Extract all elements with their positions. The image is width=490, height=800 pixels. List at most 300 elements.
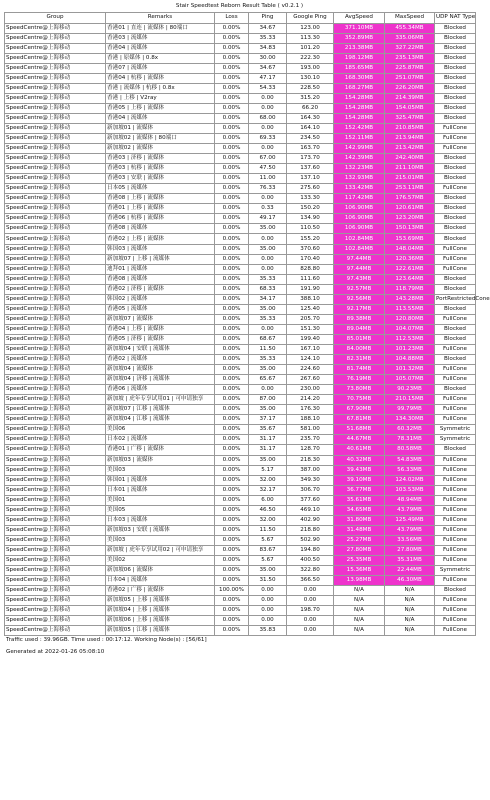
table-row <box>5 144 476 154</box>
group-cell: SpeedCentre@上海移动 <box>5 184 106 194</box>
google-ping-cell: 137.10 <box>287 174 334 184</box>
group-cell: SpeedCentre@上海移动 <box>5 314 106 324</box>
max-speed-cell: 148.04MB <box>385 244 435 254</box>
google-ping-cell: 133.30 <box>287 194 334 204</box>
avg-speed-cell: 40.61MB <box>334 445 385 455</box>
ping-cell: 31.50 <box>249 576 287 586</box>
udp-nat-type-cell: FullCone <box>435 375 476 385</box>
loss-cell: 0.00% <box>215 234 249 244</box>
ping-cell: 31.17 <box>249 445 287 455</box>
group-cell: SpeedCentre@上海移动 <box>5 174 106 184</box>
ping-cell: 35.00 <box>249 244 287 254</box>
remarks-cell: 韩国02 | 流媒体 <box>106 294 215 304</box>
max-speed-cell: 327.22MB <box>385 43 435 53</box>
google-ping-cell: 173.70 <box>287 154 334 164</box>
ping-cell: 35.33 <box>249 33 287 43</box>
google-ping-cell: 101.20 <box>287 43 334 53</box>
table-row <box>5 405 476 415</box>
group-cell: SpeedCentre@上海移动 <box>5 144 106 154</box>
loss-cell: 0.00% <box>215 204 249 214</box>
loss-cell: 0.00% <box>215 83 249 93</box>
loss-cell: 0.00% <box>215 334 249 344</box>
table-title: Stair Speedtest Reborn Result Table ( v0.2.1 ) <box>175 3 304 9</box>
max-speed-cell: 213.42MB <box>385 144 435 154</box>
table-row <box>5 274 476 284</box>
loss-cell: 0.00% <box>215 495 249 505</box>
avg-speed-cell: 44.67MB <box>334 435 385 445</box>
remarks-cell: 新加坡04 | 上移 | 流媒体 <box>106 606 215 616</box>
google-ping-cell: 234.50 <box>287 134 334 144</box>
group-cell: SpeedCentre@上海移动 <box>5 606 106 616</box>
google-ping-cell: 137.60 <box>287 164 334 174</box>
udp-nat-type-cell: FullCone <box>435 576 476 586</box>
ping-cell: 5.67 <box>249 555 287 565</box>
max-speed-cell: 143.28MB <box>385 294 435 304</box>
google-ping-cell: 150.20 <box>287 204 334 214</box>
udp-nat-type-cell: Blocked <box>435 214 476 224</box>
loss-cell: 0.00% <box>215 355 249 365</box>
max-speed-cell: 214.39MB <box>385 93 435 103</box>
max-speed-cell: 22.44MB <box>385 566 435 576</box>
table-row <box>5 314 476 324</box>
avg-speed-cell: 36.77MB <box>334 485 385 495</box>
max-speed-cell: 46.30MB <box>385 576 435 586</box>
max-speed-cell: 43.79MB <box>385 505 435 515</box>
max-speed-cell: 242.40MB <box>385 154 435 164</box>
udp-nat-type-cell: Blocked <box>435 385 476 395</box>
table-row <box>5 254 476 264</box>
google-ping-cell: 469.10 <box>287 505 334 515</box>
remarks-cell: 新加坡06 | 流媒体 <box>106 566 215 576</box>
udp-nat-type-cell: FullCone <box>435 545 476 555</box>
avg-speed-cell: 102.84MB <box>334 234 385 244</box>
group-cell: SpeedCentre@上海移动 <box>5 204 106 214</box>
ping-cell: 37.17 <box>249 415 287 425</box>
max-speed-cell: 124.02MB <box>385 475 435 485</box>
udp-nat-type-cell: Blocked <box>435 154 476 164</box>
udp-nat-type-cell: Blocked <box>435 83 476 93</box>
avg-speed-cell: 213.38MB <box>334 43 385 53</box>
ping-cell: 68.33 <box>249 284 287 294</box>
ping-cell: 34.83 <box>249 43 287 53</box>
table-row <box>5 103 476 113</box>
max-speed-cell: 215.01MB <box>385 174 435 184</box>
table-row <box>5 334 476 344</box>
remarks-cell: 美国03 <box>106 535 215 545</box>
ping-cell: 35.33 <box>249 355 287 365</box>
group-cell: SpeedCentre@上海移动 <box>5 355 106 365</box>
group-cell: SpeedCentre@上海移动 <box>5 53 106 63</box>
loss-cell: 0.00% <box>215 425 249 435</box>
avg-speed-cell: 132.23MB <box>334 164 385 174</box>
google-ping-cell: 155.20 <box>287 234 334 244</box>
group-cell: SpeedCentre@上海移动 <box>5 415 106 425</box>
ping-cell: 11.50 <box>249 525 287 535</box>
udp-nat-type-cell: Blocked <box>435 23 476 33</box>
google-ping-cell: 306.70 <box>287 485 334 495</box>
ping-cell: 35.00 <box>249 455 287 465</box>
table-row <box>5 385 476 395</box>
avg-speed-cell: 168.27MB <box>334 83 385 93</box>
table-row <box>5 204 476 214</box>
udp-nat-type-cell: FullCone <box>435 405 476 415</box>
ping-cell: 0.00 <box>249 606 287 616</box>
ping-cell: 68.00 <box>249 113 287 123</box>
group-cell: SpeedCentre@上海移动 <box>5 214 106 224</box>
udp-nat-type-cell: FullCone <box>435 365 476 375</box>
group-cell: SpeedCentre@上海移动 <box>5 123 106 133</box>
table-row <box>5 626 476 636</box>
ping-cell: 0.00 <box>249 194 287 204</box>
column-header-loss: Loss <box>215 13 249 24</box>
max-speed-cell: 118.79MB <box>385 284 435 294</box>
loss-cell: 0.00% <box>215 616 249 626</box>
google-ping-cell: 400.50 <box>287 555 334 565</box>
table-row <box>5 596 476 606</box>
udp-nat-type-cell: FullCone <box>435 505 476 515</box>
remarks-cell: 新加坡05 | 江移 | 流媒体 <box>106 626 215 636</box>
ping-cell: 35.00 <box>249 365 287 375</box>
loss-cell: 0.00% <box>215 123 249 133</box>
udp-nat-type-cell: FullCone <box>435 254 476 264</box>
loss-cell: 0.00% <box>215 284 249 294</box>
max-speed-cell: 335.06MB <box>385 33 435 43</box>
remarks-cell: 美国03 <box>106 465 215 475</box>
avg-speed-cell: 97.44MB <box>334 254 385 264</box>
avg-speed-cell: 82.31MB <box>334 355 385 365</box>
ping-cell: 0.33 <box>249 204 287 214</box>
max-speed-cell: N/A <box>385 586 435 596</box>
max-speed-cell: N/A <box>385 596 435 606</box>
google-ping-cell: 388.10 <box>287 294 334 304</box>
loss-cell: 0.00% <box>215 304 249 314</box>
udp-nat-type-cell: FullCone <box>435 525 476 535</box>
group-cell: SpeedCentre@上海移动 <box>5 535 106 545</box>
group-cell: SpeedCentre@上海移动 <box>5 405 106 415</box>
generated-timestamp: Generated at 2022-01-26 05:08:10 <box>6 649 105 656</box>
remarks-cell: 新加坡 | 虎年专享试用01 | 可申请独享 <box>106 395 215 405</box>
group-cell: SpeedCentre@上海移动 <box>5 63 106 73</box>
loss-cell: 0.00% <box>215 375 249 385</box>
table-body <box>5 23 490 636</box>
table-row <box>5 445 476 455</box>
udp-nat-type-cell: FullCone <box>435 475 476 485</box>
max-speed-cell: 226.20MB <box>385 83 435 93</box>
table-row <box>5 264 476 274</box>
table-row <box>5 33 476 43</box>
max-speed-cell: 27.80MB <box>385 545 435 555</box>
loss-cell: 0.00% <box>215 93 249 103</box>
column-header-udp-nat-type: UDP NAT Type <box>435 13 476 24</box>
ping-cell: 0.00 <box>249 93 287 103</box>
avg-speed-cell: 185.65MB <box>334 63 385 73</box>
loss-cell: 0.00% <box>215 294 249 304</box>
max-speed-cell: 120.36MB <box>385 254 435 264</box>
udp-nat-type-cell: FullCone <box>435 596 476 606</box>
avg-speed-cell: 142.39MB <box>334 154 385 164</box>
table-row <box>5 415 476 425</box>
google-ping-cell: 151.30 <box>287 324 334 334</box>
google-ping-cell: 193.00 <box>287 63 334 73</box>
udp-nat-type-cell: FullCone <box>435 606 476 616</box>
google-ping-cell: 581.00 <box>287 425 334 435</box>
loss-cell: 0.00% <box>215 144 249 154</box>
table-row <box>5 304 476 314</box>
remarks-cell: 香港04 | 流媒体 <box>106 43 215 53</box>
udp-nat-type-cell: Blocked <box>435 355 476 365</box>
loss-cell: 0.00% <box>215 224 249 234</box>
loss-cell: 0.00% <box>215 365 249 375</box>
remarks-cell: 香港03 | 杭移 | 流媒体 <box>106 164 215 174</box>
ping-cell: 65.67 <box>249 375 287 385</box>
table-row <box>5 23 476 33</box>
avg-speed-cell: 198.12MB <box>334 53 385 63</box>
google-ping-cell: 315.20 <box>287 93 334 103</box>
remarks-cell: 香港05 | 流媒体 <box>106 304 215 314</box>
ping-cell: 0.00 <box>249 144 287 154</box>
ping-cell: 0.00 <box>249 264 287 274</box>
loss-cell: 0.00% <box>215 43 249 53</box>
group-cell: SpeedCentre@上海移动 <box>5 626 106 636</box>
loss-cell: 0.00% <box>215 596 249 606</box>
udp-nat-type-cell: FullCone <box>435 244 476 254</box>
google-ping-cell: 194.80 <box>287 545 334 555</box>
ping-cell: 67.00 <box>249 154 287 164</box>
table-row <box>5 83 476 93</box>
udp-nat-type-cell: FullCone <box>435 465 476 475</box>
group-cell: SpeedCentre@上海移动 <box>5 505 106 515</box>
avg-speed-cell: N/A <box>334 596 385 606</box>
udp-nat-type-cell: FullCone <box>435 395 476 405</box>
remarks-cell: 新加坡03 | 流媒体 <box>106 455 215 465</box>
table-row <box>5 43 476 53</box>
max-speed-cell: 112.53MB <box>385 334 435 344</box>
ping-cell: 35.00 <box>249 224 287 234</box>
remarks-cell: 香港04 | 流媒体 <box>106 113 215 123</box>
remarks-cell: 香港02 | 济移 | 流媒体 <box>106 284 215 294</box>
avg-speed-cell: 76.19MB <box>334 375 385 385</box>
group-cell: SpeedCentre@上海移动 <box>5 566 106 576</box>
google-ping-cell: 123.00 <box>287 23 334 33</box>
max-speed-cell: 60.32MB <box>385 425 435 435</box>
google-ping-cell: 176.30 <box>287 405 334 415</box>
udp-nat-type-cell: Blocked <box>435 445 476 455</box>
group-cell: SpeedCentre@上海移动 <box>5 83 106 93</box>
google-ping-cell: 130.10 <box>287 73 334 83</box>
max-speed-cell: 251.07MB <box>385 73 435 83</box>
remarks-cell: 新加坡02 | 流媒体 <box>106 144 215 154</box>
column-header-group: Group <box>5 13 106 24</box>
loss-cell: 0.00% <box>215 103 249 113</box>
udp-nat-type-cell: Blocked <box>435 113 476 123</box>
loss-cell: 0.00% <box>215 405 249 415</box>
remarks-cell: 日本05 | 流媒体 <box>106 184 215 194</box>
avg-speed-cell: 92.57MB <box>334 284 385 294</box>
udp-nat-type-cell: Blocked <box>435 224 476 234</box>
avg-speed-cell: 85.01MB <box>334 334 385 344</box>
remarks-cell: 新加坡03 | 安联 | 流媒体 <box>106 525 215 535</box>
max-speed-cell: 210.85MB <box>385 123 435 133</box>
remarks-cell: 香港01 | 广移 | 流媒体 <box>106 445 215 455</box>
remarks-cell: 香港05 | 济移 | 流媒体 <box>106 334 215 344</box>
group-cell: SpeedCentre@上海移动 <box>5 586 106 596</box>
remarks-cell: 新加坡01 | 流媒体 <box>106 123 215 133</box>
max-speed-cell: 176.57MB <box>385 194 435 204</box>
google-ping-cell: 199.40 <box>287 334 334 344</box>
remarks-cell: 新加坡04 | 安联 | 流媒体 <box>106 345 215 355</box>
remarks-cell: 日本03 | 流媒体 <box>106 515 215 525</box>
group-cell: SpeedCentre@上海移动 <box>5 274 106 284</box>
avg-speed-cell: N/A <box>334 586 385 596</box>
google-ping-cell: 128.70 <box>287 445 334 455</box>
table-row <box>5 214 476 224</box>
table-row <box>5 535 476 545</box>
loss-cell: 0.00% <box>215 455 249 465</box>
table-row <box>5 123 476 133</box>
udp-nat-type-cell: Blocked <box>435 324 476 334</box>
group-cell: SpeedCentre@上海移动 <box>5 385 106 395</box>
udp-nat-type-cell: Blocked <box>435 304 476 314</box>
google-ping-cell: 0.00 <box>287 616 334 626</box>
max-speed-cell: 78.31MB <box>385 435 435 445</box>
group-cell: SpeedCentre@上海移动 <box>5 525 106 535</box>
udp-nat-type-cell: FullCone <box>435 495 476 505</box>
udp-nat-type-cell: Blocked <box>435 274 476 284</box>
avg-speed-cell: 97.44MB <box>334 264 385 274</box>
google-ping-cell: 188.10 <box>287 415 334 425</box>
max-speed-cell: 48.94MB <box>385 495 435 505</box>
column-header-ping: Ping <box>249 13 287 24</box>
table-row <box>5 545 476 555</box>
max-speed-cell: 211.10MB <box>385 164 435 174</box>
remarks-cell: 香港03 | 济移 | 流媒体 <box>106 154 215 164</box>
google-ping-cell: 366.50 <box>287 576 334 586</box>
google-ping-cell: 124.10 <box>287 355 334 365</box>
loss-cell: 0.00% <box>215 274 249 284</box>
group-cell: SpeedCentre@上海移动 <box>5 375 106 385</box>
avg-speed-cell: 27.80MB <box>334 545 385 555</box>
udp-nat-type-cell: Blocked <box>435 194 476 204</box>
remarks-cell: 香港01 | 直连 | 流媒体 | 80端口 <box>106 23 215 33</box>
avg-speed-cell: 34.65MB <box>334 505 385 515</box>
avg-speed-cell: 97.43MB <box>334 274 385 284</box>
table-row <box>5 234 476 244</box>
table-row <box>5 164 476 174</box>
ping-cell: 35.33 <box>249 274 287 284</box>
group-cell: SpeedCentre@上海移动 <box>5 545 106 555</box>
table-row <box>5 355 476 365</box>
table-row <box>5 324 476 334</box>
ping-cell: 35.00 <box>249 405 287 415</box>
avg-speed-cell: 92.17MB <box>334 304 385 314</box>
ping-cell: 35.00 <box>249 304 287 314</box>
max-speed-cell: 225.87MB <box>385 63 435 73</box>
udp-nat-type-cell: Blocked <box>435 204 476 214</box>
table-row <box>5 63 476 73</box>
avg-speed-cell: 25.35MB <box>334 555 385 565</box>
ping-cell: 31.17 <box>249 435 287 445</box>
udp-nat-type-cell: FullCone <box>435 345 476 355</box>
ping-cell: 32.17 <box>249 485 287 495</box>
udp-nat-type-cell: Blocked <box>435 93 476 103</box>
avg-speed-cell: 89.38MB <box>334 314 385 324</box>
table-row <box>5 93 476 103</box>
google-ping-cell: 322.80 <box>287 566 334 576</box>
avg-speed-cell: 152.42MB <box>334 123 385 133</box>
table-row <box>5 566 476 576</box>
google-ping-cell: 275.60 <box>287 184 334 194</box>
avg-speed-cell: 35.61MB <box>334 495 385 505</box>
remarks-cell: 香港03 | 安联 | 流媒体 <box>106 174 215 184</box>
ping-cell: 83.67 <box>249 545 287 555</box>
group-cell: SpeedCentre@上海移动 <box>5 284 106 294</box>
max-speed-cell: 99.79MB <box>385 405 435 415</box>
loss-cell: 0.00% <box>215 535 249 545</box>
remarks-cell: 香港06 | 流媒体 <box>106 385 215 395</box>
table-row <box>5 505 476 515</box>
avg-speed-cell: 15.36MB <box>334 566 385 576</box>
max-speed-cell: 120.61MB <box>385 204 435 214</box>
google-ping-cell: 214.20 <box>287 395 334 405</box>
remarks-cell: 香港07 | 流媒体 <box>106 63 215 73</box>
avg-speed-cell: 70.75MB <box>334 395 385 405</box>
google-ping-cell: 0.00 <box>287 626 334 636</box>
udp-nat-type-cell: Blocked <box>435 234 476 244</box>
google-ping-cell: 502.90 <box>287 535 334 545</box>
table-row <box>5 435 476 445</box>
loss-cell: 0.00% <box>215 525 249 535</box>
google-ping-cell: 224.60 <box>287 365 334 375</box>
table-row <box>5 73 476 83</box>
ping-cell: 0.00 <box>249 586 287 596</box>
udp-nat-type-cell: Blocked <box>435 33 476 43</box>
max-speed-cell: N/A <box>385 606 435 616</box>
group-cell: SpeedCentre@上海移动 <box>5 23 106 33</box>
google-ping-cell: 191.90 <box>287 284 334 294</box>
ping-cell: 0.00 <box>249 616 287 626</box>
group-cell: SpeedCentre@上海移动 <box>5 555 106 565</box>
max-speed-cell: 235.13MB <box>385 53 435 63</box>
avg-speed-cell: 39.43MB <box>334 465 385 475</box>
udp-nat-type-cell: FullCone <box>435 314 476 324</box>
ping-cell: 34.67 <box>249 23 287 33</box>
google-ping-cell: 218.30 <box>287 455 334 465</box>
table-row <box>5 485 476 495</box>
max-speed-cell: 56.33MB <box>385 465 435 475</box>
traffic-summary: Traffic used : 39.96GB. Time used : 00:17:12. Working Node(s) : [56/61] <box>6 637 207 644</box>
max-speed-cell: 455.34MB <box>385 23 435 33</box>
udp-nat-type-cell: FullCone <box>435 123 476 133</box>
ping-cell: 0.00 <box>249 324 287 334</box>
ping-cell: 32.00 <box>249 515 287 525</box>
remarks-cell: 日本02 | 流媒体 <box>106 435 215 445</box>
avg-speed-cell: 154.28MB <box>334 93 385 103</box>
avg-speed-cell: 371.10MB <box>334 23 385 33</box>
avg-speed-cell: 67.90MB <box>334 405 385 415</box>
udp-nat-type-cell: FullCone <box>435 455 476 465</box>
udp-nat-type-cell: Symmetric <box>435 435 476 445</box>
ping-cell: 69.33 <box>249 134 287 144</box>
google-ping-cell: 164.30 <box>287 113 334 123</box>
group-cell: SpeedCentre@上海移动 <box>5 164 106 174</box>
ping-cell: 0.00 <box>249 254 287 264</box>
remarks-cell: 香港 | 流媒体 | 杭移 | 0.8x <box>106 83 215 93</box>
group-cell: SpeedCentre@上海移动 <box>5 495 106 505</box>
ping-cell: 11.50 <box>249 345 287 355</box>
group-cell: SpeedCentre@上海移动 <box>5 194 106 204</box>
remarks-cell: 美国01 <box>106 495 215 505</box>
avg-speed-cell: 106.90MB <box>334 214 385 224</box>
